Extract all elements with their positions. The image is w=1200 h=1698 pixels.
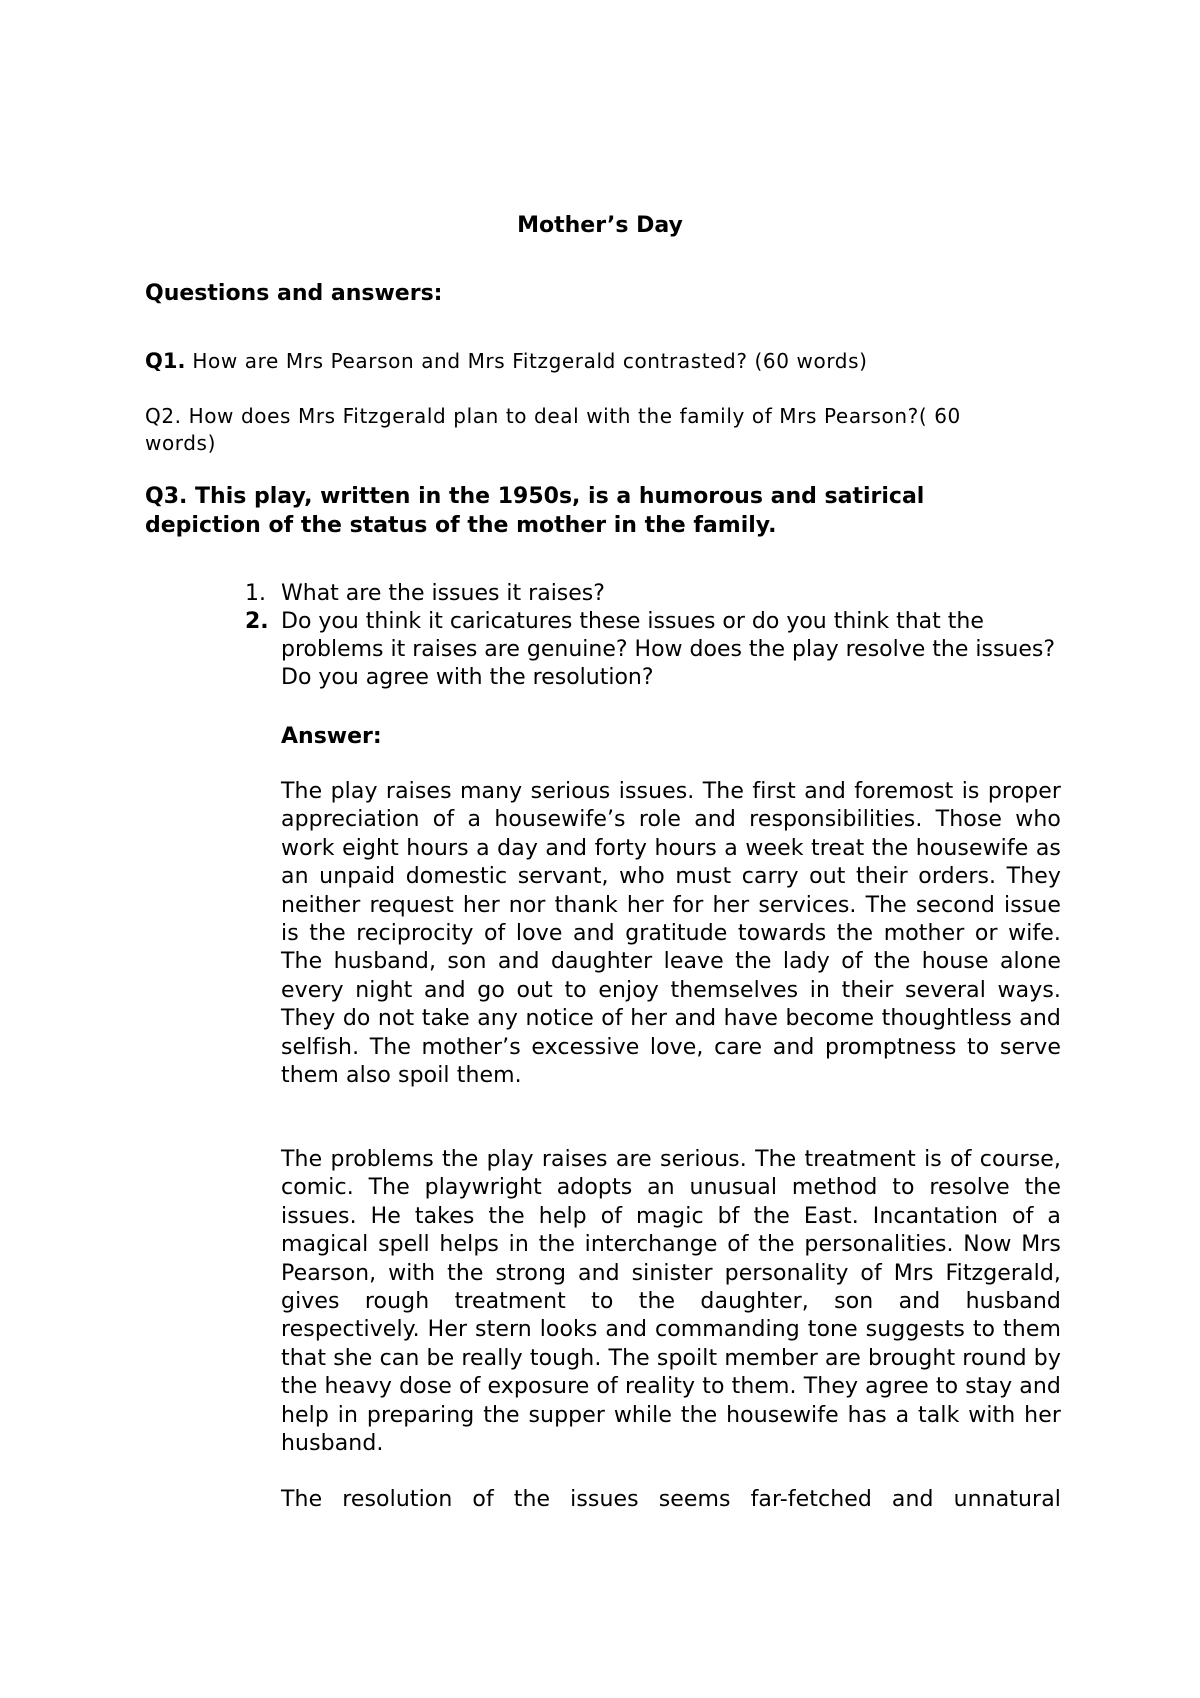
answer-paragraph: The problems the play raises are serious. The treatment is of course, comic. The playwright adopts an unusual method to resolve the issues. He takes the help of magic bf the East. Incantation of a magical spell helps in the interchange of the personalities. Now Mrs Pearson, with the strong and sinister personality of Mrs Fitzgerald, gives rough treatment to the daughter, son and husband respectively. Her stern looks and commanding tone suggests to them that she can be really tough. The spoilt member are brought round by the heavy dose of exposure of reality to them. They agree to stay and help in preparing the supper while the housewife has a talk with her husband. bbox=[281, 1147, 1061, 1457]
list-item-text: Do you think it caricatures these issues or do you think that the problems it raises are genuine? How does the play resolve the issues? Do you agree with the resolution? bbox=[281, 609, 1056, 690]
question-2: Q2. How does Mrs Fitzgerald plan to deal with the family of Mrs Pearson?( 60 words) bbox=[145, 404, 961, 455]
answer-heading: Answer: bbox=[281, 724, 382, 749]
question-1-label: Q1. bbox=[145, 349, 186, 373]
question-1-text: How are Mrs Pearson and Mrs Fitzgerald contrasted? (60 words) bbox=[192, 349, 868, 373]
question-1 bbox=[145, 347, 1045, 375]
answer-paragraph: The play raises many serious issues. The first and foremost is proper appreciation of a housewife’s role and responsibilities. Those who work eight hours a day and forty hours a week treat the housewife as an unpaid domestic servant, who must carry out their orders. They neither request her nor thank her for her services. The second issue is the reciprocity of love and gratitude towards the mother or wife. The husband, son and daughter leave the lady of the house alone every night and go out to enjoy themselves in their several ways. They do not take any notice of her and have become thoughtless and selfish. The mother’s excessive love, care and promptness to serve them also spoil them. bbox=[281, 779, 1061, 1089]
list-item bbox=[245, 580, 1065, 608]
list-item-number: 2. bbox=[245, 609, 269, 634]
page-title: Mother’s Day bbox=[517, 213, 683, 238]
list-item-text: What are the issues it raises? bbox=[281, 581, 605, 606]
list-item-number: 1. bbox=[245, 581, 266, 606]
numbered-list bbox=[245, 580, 1065, 692]
list-item bbox=[245, 608, 1065, 692]
section-heading: Questions and answers: bbox=[145, 281, 443, 306]
question-3: Q3. This play, written in the 1950s, is a humorous and satirical depiction of the status of the mother in the family. bbox=[145, 484, 925, 538]
answer-paragraph: The resolution of the issues seems far-fetched and unnatural bbox=[281, 1487, 1061, 1512]
